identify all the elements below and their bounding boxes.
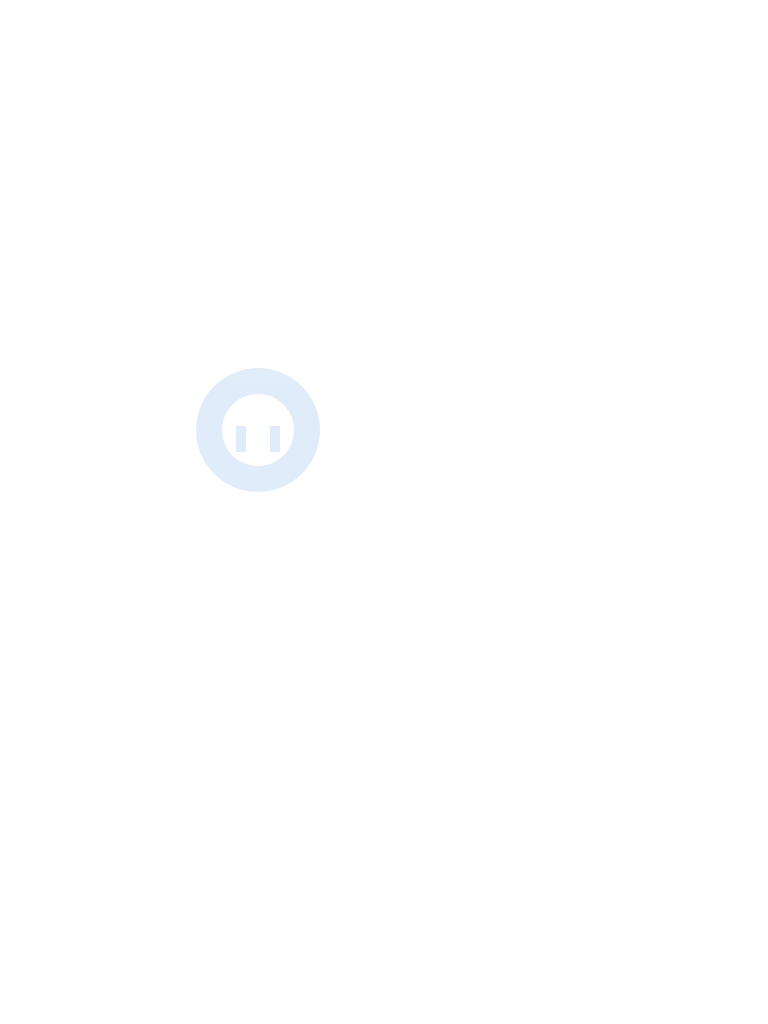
- watermark-logo-mark: [196, 368, 320, 492]
- document-content: [90, 115, 690, 133]
